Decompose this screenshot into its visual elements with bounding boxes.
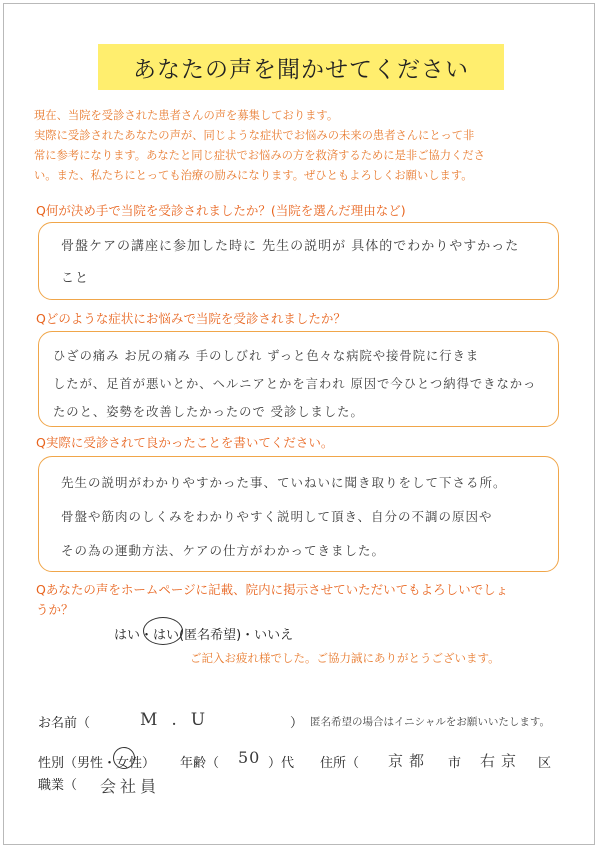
occupation-label: 職業（ [38, 778, 78, 793]
permission-options: はい・はい(匿名希望)・いいえ [114, 628, 294, 643]
gender-label: 性別（男性・女性） [38, 756, 156, 771]
gender-circle-mark [113, 747, 135, 769]
answer-3-line: 骨盤や筋肉のしくみをわかりやすく説明して頂き、自分の不調の原因や [61, 509, 493, 524]
answer-1-line: こと [61, 271, 90, 286]
address-city-suffix: 市 [448, 756, 462, 771]
permission-question-cont: うか？ [36, 602, 74, 617]
answer-box-3 [38, 456, 559, 572]
answer-box-1 [38, 222, 559, 300]
address-ward: 右京 [480, 752, 523, 770]
answer-1-line: 骨盤ケアの講座に参加した時に 先生の説明が 具体的でわかりやすかった [61, 239, 520, 254]
name-value: M.U [140, 710, 220, 730]
intro-line: 実際に受診されたあなたの声が、同じような症状でお悩みの未来の患者さんにとって非 [34, 129, 475, 142]
answer-2-line: ひざの痛み お尻の痛み 手のしびれ ずっと色々な病院や接骨院に行きま [53, 349, 480, 363]
intro-line: 常に参考になります。あなたと同じ症状でお悩みの方を救済するために是非ご協力くださ [34, 149, 485, 162]
name-label: お名前（ [38, 716, 91, 731]
address-label: 住所（ [320, 756, 360, 771]
intro-line: 現在、当院を受診された患者さんの声を募集しております。 [34, 109, 339, 122]
permission-question: Qあなたの声をホームページに記載、院内に掲示させていただいてもよろしいでしょ [36, 582, 509, 597]
intro-line: い。また、私たちにとっても治療の励みになります。ぜひともよろしくお願いします。 [34, 169, 473, 182]
age-label: 年齢（ [180, 756, 220, 771]
answer-2-line: たのと、姿勢を改善したかったので 受診しました。 [53, 405, 364, 419]
question-2: Qどのような症状にお悩みで当院を受診されましたか？ [36, 311, 346, 326]
name-close-paren: ） [290, 716, 304, 731]
address-ward-suffix: 区 [538, 756, 552, 771]
page-title-text: あなたの声を聞かせてください [133, 56, 469, 83]
answer-3-line: 先生の説明がわかりやすかった事、ていねいに聞き取りをして下さる所。 [61, 475, 507, 490]
answer-2-line: したが、足首が悪いとか、ヘルニアとかを言われ 原因で今ひとつ納得できなかっ [53, 377, 537, 391]
answer-3-line: その為の運動方法、ケアの仕方がわかってきました。 [61, 543, 386, 558]
age-value: 50 [238, 748, 261, 767]
occupation-value: 会社員 [100, 777, 161, 796]
question-3: Q実際に受診されて良かったことを書いてください。 [36, 435, 334, 450]
name-note: 匿名希望の場合はイニシャルをお願いいたします。 [310, 716, 551, 728]
answer-box-2 [38, 331, 559, 427]
thanks-text: ご記入お疲れ様でした。ご協力誠にありがとうございます。 [190, 651, 500, 665]
address-city: 京都 [388, 752, 431, 770]
page-title [98, 44, 504, 90]
intro-text [34, 106, 569, 186]
question-1: Q何が決め手で当院を受診されましたか？(当院を選んだ理由など) [36, 203, 406, 218]
age-close: ）代 [268, 756, 295, 771]
